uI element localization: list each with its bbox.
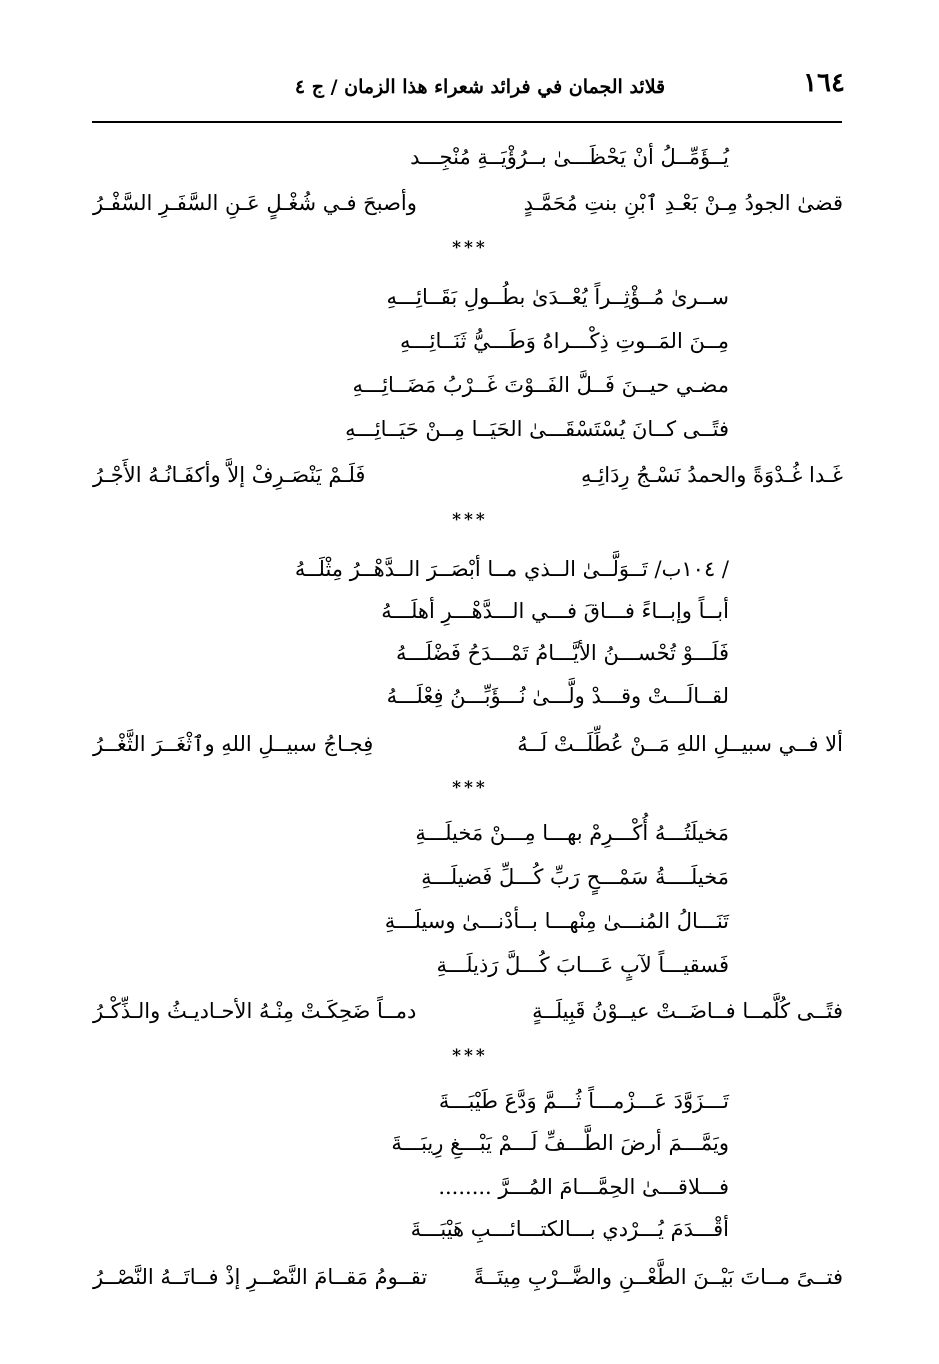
verse-line: تَنَـــالُ المُنـــىٰ مِنْهـــا بــأدْنـــىٰ وسيلَـــةِ	[384, 909, 729, 933]
verse-line: مِــنَ المَــوتِ ذِكْـــراهُ وَطَـــيُّ ثَنَــائِـــهِ	[399, 329, 729, 353]
verse-line: ســرىٰ مُــؤْثِــراً يُعْــدَىٰ بطُــولِ بَقَــائِـــهِ	[386, 285, 729, 309]
section-separator: ***	[452, 510, 488, 530]
verse-line: مضـي حيــنَ فَــلَّ الفَــوْتَ غَــرْبُ مَضَــائِـــهِ	[352, 373, 729, 397]
verse-first-hemistich: فتًــى كُلَّمــا فــاضَــتْ عيــوْنُ قَبِيلَــةٍ	[532, 999, 843, 1023]
section-separator: ***	[452, 778, 488, 798]
verse-second-hemistich: فَلَـمْ يَنْصَـرِفْ إلاَّ وأكفَـانُـهُ الأَجْـرُ	[93, 463, 366, 487]
verse-line: يُــؤَمِّــلُ أنْ يَحْظَـــىٰ بــرُؤْيَــةِ مُنْجِـــد	[410, 145, 729, 169]
verse-first-hemistich: قضىٰ الجودُ مِـنْ بَعْـدِ ٱبْنِ بنتِ مُحَمَّـدٍ	[523, 191, 843, 215]
verse-line: / ١٠٤ب/ تَــوَلَّــىٰ الــذي مــا أبْصَــرَ الــدَّهْــرُ مِثْلَــهُ	[294, 557, 729, 581]
verse-line: أقْـــدَمَ يُـــرْدي بـــالكتـــائـــبِ هَيْبَـــةَ	[410, 1217, 729, 1241]
verse-line: فَسقيـــاً لآبٍ عَـــابَ كُـــلَّ رَذيلَـــةِ	[436, 953, 729, 977]
verse-second-hemistich: فِجـاجُ سبيــلِ اللهِ وٱثْغَــرَ الثَّغْــرُ	[93, 732, 374, 756]
verse-first-hemistich: غَـدا غُـدْوَةً والحمدُ نَسْـجُ رِدَائِـهِ	[581, 463, 843, 487]
verse-line: تَـــزَوَّدَ عَـــزْمـــاً ثُـــمَّ وَدَّعَ طَيْبَـــةَ	[438, 1089, 729, 1113]
verse-second-hemistich: دمــاً ضَحِكَـتْ مِنْـهُ الأحـاديـثُ والـذِّكْـرُ	[93, 999, 417, 1023]
verse-line: أبــاً وإبــاءً فـــاقَ فـــي الـــدَّهْـــرِ أهلَـــهُ	[381, 599, 729, 623]
verse-line: فـــلاقـــىٰ الحِمَّـــامَ المُـــرَّ ........	[438, 1175, 729, 1199]
section-separator: ***	[452, 1046, 488, 1066]
verse-first-hemistich: ألا فــي سبيــلِ اللهِ مَــنْ عُطِّلَــتْ لَــهُ	[517, 732, 843, 756]
section-separator: ***	[452, 238, 488, 258]
verse-first-hemistich: فتــىً مــاتَ بَيْــنَ الطَّعْــنِ والضَّــرْبِ مِيتَــةً	[473, 1265, 843, 1289]
verse-second-hemistich: وأصبحَ فـي شُغْـلٍ عَـنِ السَّفَـرِ السَّفْـرُ	[93, 191, 417, 215]
verse-line: لقــالَـــتْ وقـــدْ ولَّـــىٰ نُـــؤَبِّـــنُ فِعْلَـــهُ	[386, 684, 729, 708]
verse-line: مَخيلَتُـــهُ أُكْـــرِمْ بهـــا مِـــنْ مَخيلَـــةِ	[415, 821, 729, 845]
verse-line: ويَمَّـــمَ أرضَ الطَّـــفِّ لَـــمْ يَبْـــغِ رِيبَـــةَ	[391, 1131, 729, 1155]
verse-line: فَلَـــوْ تُحْســـنُ الأيَّـــامُ تَمْـــدَحُ فَضْلَـــهُ	[395, 641, 729, 665]
header-rule	[92, 121, 842, 123]
verse-line: مَخيلَــــةُ سَمْـــحٍ رَبِّ كُـــلِّ فَضيلَـــةِ	[421, 865, 729, 889]
verse-second-hemistich: تقــومُ مَقــامَ النَّصْــرِ إذْ فــاتَــهُ النَّصْــرُ	[93, 1265, 428, 1289]
page-number: ١٦٤	[803, 68, 845, 98]
verse-line: فتًــى كــانَ يُسْتَسْقَـــىٰ الحَيَــا مِــنْ حَيَــائِـــهِ	[345, 417, 729, 441]
running-title: قلائد الجمان في فرائد شعراء هذا الزمان / ج ٤	[294, 76, 666, 98]
